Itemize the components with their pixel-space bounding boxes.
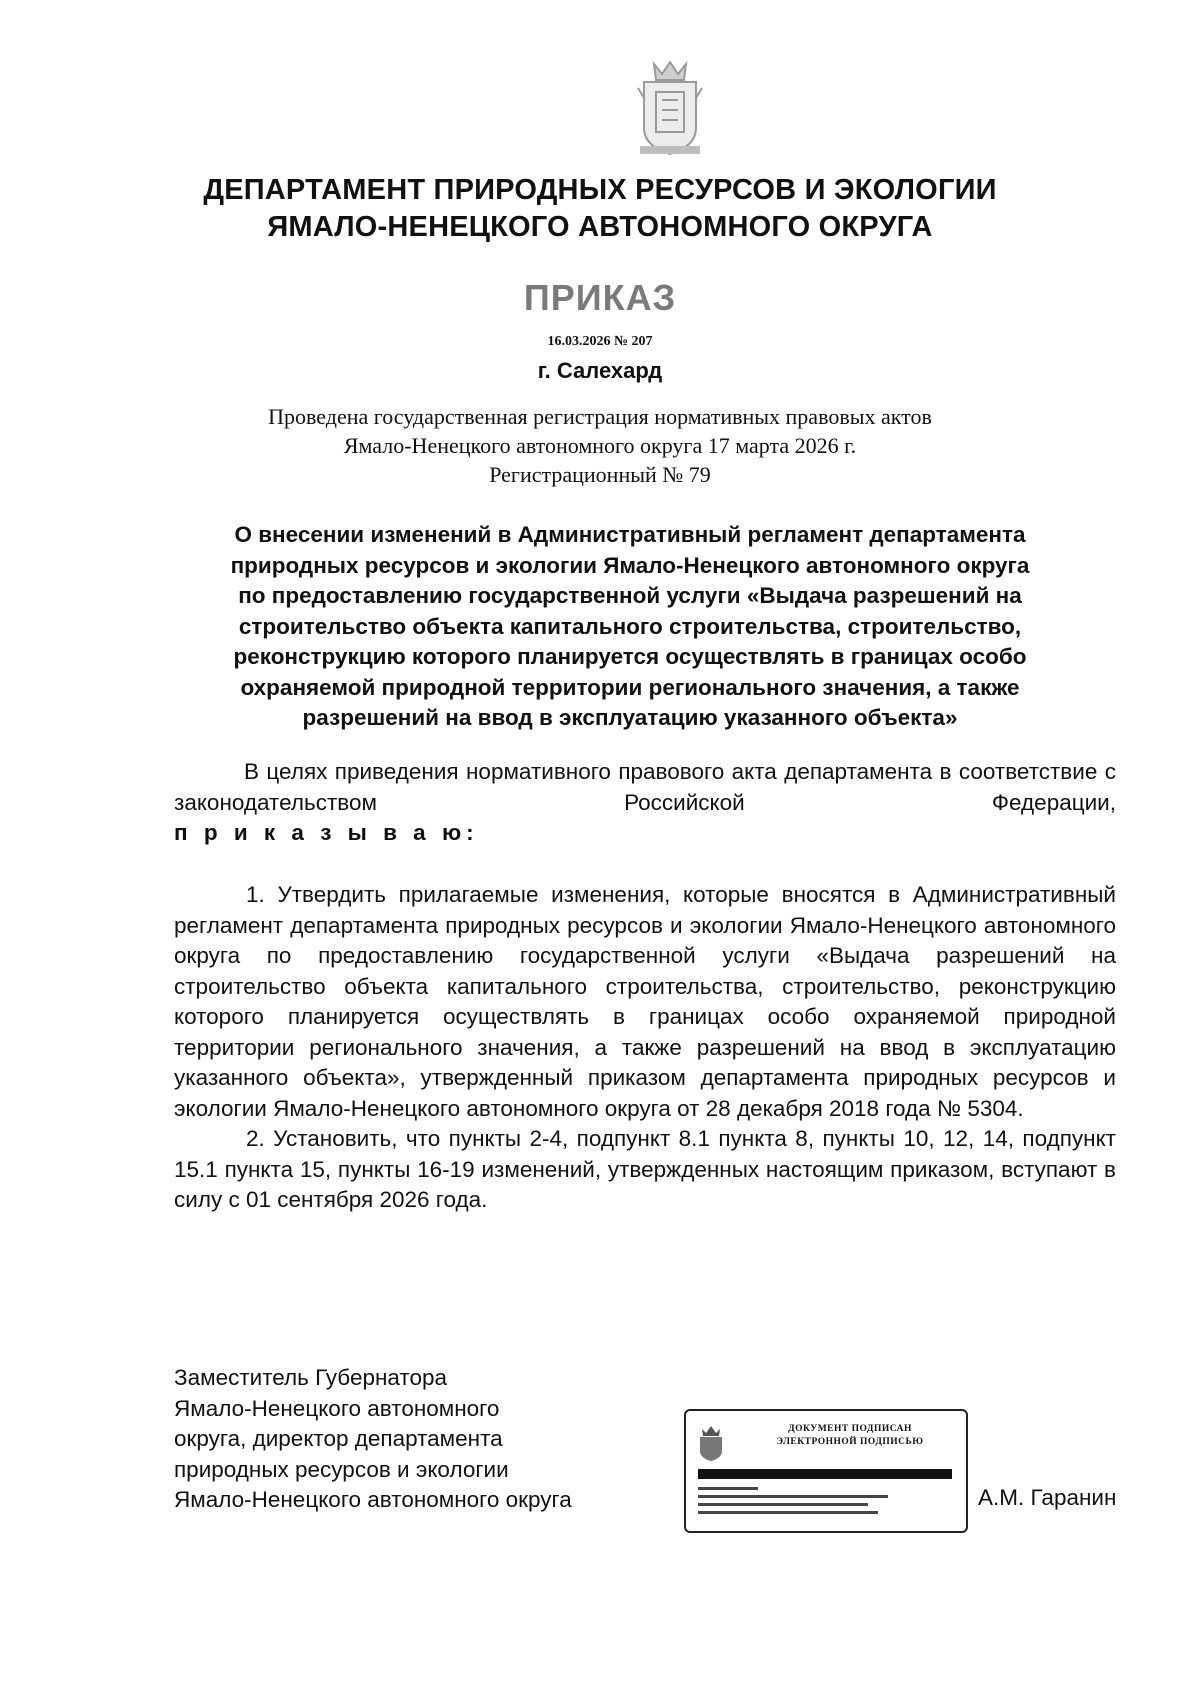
order-items [174, 880, 1116, 1216]
title-line: природных ресурсов и экологии Ямало-Ненецкого автономного округа [230, 552, 1030, 578]
title-line: по предоставлению государственной услуги «Выдача разрешений на [238, 583, 1022, 608]
department-name [120, 172, 1080, 246]
position-line: Ямало-Ненецкого автономного [174, 1395, 500, 1421]
department-line-1: ДЕПАРТАМЕНТ ПРИРОДНЫХ РЕСУРСОВ И ЭКОЛОГИИ [203, 174, 997, 206]
order-item-2: 2. Установить, что пункты 2-4, подпункт 8.1 пункта 8, пункты 10, 12, 14, подпункт 15.1 пункта 15, пункты 16-19 изменений, утвержденных настоящим приказом, вступают в силу с 01 сентября 2026 года. [174, 1126, 1116, 1212]
stamp-emblem-icon [696, 1423, 726, 1463]
stamp-certificate-lines [698, 1487, 952, 1521]
stamp-title [740, 1423, 960, 1449]
position-line: Ямало-Ненецкого автономного округа [174, 1487, 572, 1512]
order-title [150, 520, 1110, 734]
preamble [174, 757, 1116, 849]
stamp-title-line-2: ЭЛЕКТРОННОЙ ПОДПИСЬЮ [776, 1437, 924, 1447]
position-line: природных ресурсов и экологии [174, 1456, 509, 1482]
electronic-signature-stamp [684, 1409, 968, 1533]
command-word: п р и к а з ы в а ю: [174, 820, 479, 845]
stamp-redacted-bar [698, 1469, 952, 1479]
title-line: строительство объекта капитального строительства, строительство, [238, 613, 1022, 639]
document-type-heading: ПРИКАЗ [523, 277, 677, 318]
date-and-number: 16.03.2026 № 207 [547, 334, 653, 349]
department-line-2: ЯМАЛО-НЕНЕЦКОГО АВТОНОМНОГО ОКРУГА [267, 211, 933, 243]
registration-line-1: Проведена государственная регистрация нормативных правовых актов [268, 404, 932, 429]
city: г. Салехард [537, 358, 663, 383]
position-line: Заместитель Губернатора [174, 1365, 448, 1390]
title-line: О внесении изменений в Административный регламент департамента [234, 522, 1026, 547]
order-item-1: 1. Утвердить прилагаемые изменения, которые вносятся в Административный регламент департамента природных ресурсов и экологии Ямало-Ненецкого автономного округа по предоставлению государственной услуги «Выдача разрешений на строительство объекта капитального строительства, строительство, реконструкцию которого планируется осуществлять в границах особо охраняемой природной территории регионального значения, а также разрешений на ввод в эксплуатацию указанного объекта», утвержденный приказом департамента природных ресурсов и экологии Ямало-Ненецкого автономного округа от 28 декабря 2018 года № 5304. [174, 882, 1116, 1121]
registration-line-3: Регистрационный № 79 [489, 462, 711, 487]
preamble-text: В целях приведения нормативного правового акта департамента в соответствие с законодательством Российской Федерации, [174, 759, 1116, 815]
title-line: разрешений на ввод в эксплуатацию указанного объекта» [302, 705, 958, 730]
stamp-title-line-1: ДОКУМЕНТ ПОДПИСАН [788, 1424, 912, 1434]
title-line: реконструкцию которого планируется осуществлять в границах особо [233, 644, 1027, 669]
registration-line-2: Ямало-Ненецкого автономного округа 17 марта 2026 г. [343, 433, 857, 458]
position-line: округа, директор департамента [174, 1426, 503, 1451]
title-line: охраняемой природной территории регионального значения, а также [240, 674, 1020, 700]
registration-note [120, 402, 1080, 489]
coat-of-arms-emblem [632, 58, 708, 160]
signatory-position [174, 1363, 572, 1516]
signatory-name: А.М. Гаранин [978, 1485, 1117, 1510]
